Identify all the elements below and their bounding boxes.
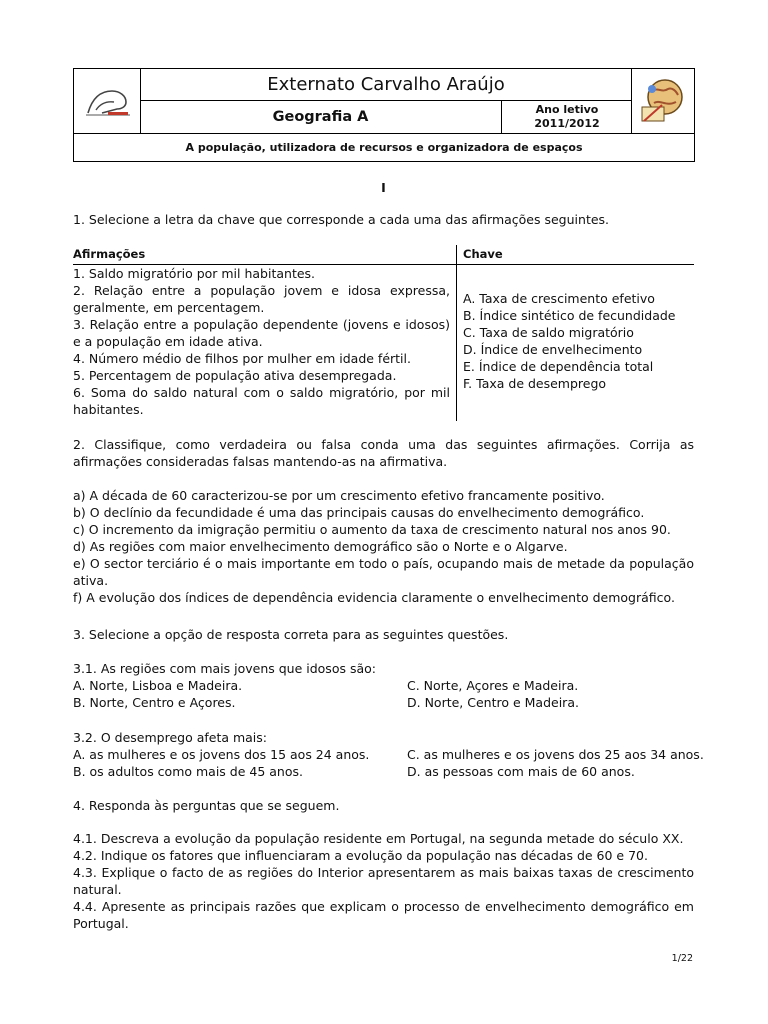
chave-list — [463, 290, 675, 392]
list-item: e) O sector terciário é o mais importante em todo o país, ocupando mais de metade da população ativa. — [73, 556, 694, 588]
q32-question: 3.2. O desemprego afeta mais: — [73, 730, 268, 745]
list-item: c) O incremento da imigração permitiu o aumento da taxa de crescimento natural nos anos 90. — [73, 522, 671, 537]
topic-title: A população, utilizadora de recursos e organizadora de espaços — [74, 133, 694, 161]
q31-option-a: A. Norte, Lisboa e Madeira. — [73, 678, 243, 693]
school-year-label: Ano letivo — [535, 102, 599, 116]
list-item: f) A evolução dos índices de dependência evidencia claramente o envelhecimento demográfico. — [73, 590, 675, 605]
q2-items — [73, 487, 694, 606]
q31-option-b: B. Norte, Centro e Açores. — [73, 695, 236, 710]
q1-prompt: 1. Selecione a letra da chave que corresponde a cada uma das afirmações seguintes. — [73, 212, 610, 227]
list-item: D. Índice de envelhecimento — [463, 342, 643, 357]
list-item: 4.1. Descreva a evolução da população residente em Portugal, na segunda metade do século XX. — [73, 831, 684, 846]
list-item: A. Taxa de crescimento efetivo — [463, 291, 655, 306]
section-number: I — [381, 180, 386, 195]
afirmacoes-list — [73, 265, 450, 418]
list-item: B. Índice sintético de fecundidade — [463, 308, 676, 323]
school-logo — [74, 69, 141, 133]
globe-clipart — [631, 69, 694, 133]
q4-prompt: 4. Responda às perguntas que se seguem. — [73, 798, 340, 813]
list-item: 4.4. Apresente as principais razões que explicam o processo de envelhecimento demográfico em Portugal. — [73, 899, 694, 931]
list-item: 1. Saldo migratório por mil habitantes. — [73, 266, 316, 281]
school-year — [502, 100, 632, 133]
q32-option-b: B. os adultos como mais de 45 anos. — [73, 764, 303, 779]
q32-option-d: D. as pessoas com mais de 60 anos. — [407, 764, 635, 779]
list-item: C. Taxa de saldo migratório — [463, 325, 634, 340]
list-item: a) A década de 60 caracterizou-se por um crescimento efetivo francamente positivo. — [73, 488, 605, 503]
col-chave: Chave — [463, 247, 503, 261]
school-year-value: 2011/2012 — [534, 116, 600, 130]
q2-prompt: 2. Classifique, como verdadeira ou falsa conda uma das seguintes afirmações. Corrija as afirmações consideradas falsas mantendo-as na afirmativa. — [73, 437, 694, 469]
matching-table — [73, 245, 694, 421]
list-item: E. Índice de dependência total — [463, 359, 654, 374]
q31-option-c: C. Norte, Açores e Madeira. — [407, 678, 579, 693]
document-header — [73, 68, 695, 162]
q3-prompt: 3. Selecione a opção de resposta correta para as seguintes questões. — [73, 627, 509, 642]
q32-option-c: C. as mulheres e os jovens dos 25 aos 34 anos. — [407, 747, 704, 762]
list-item: F. Taxa de desemprego — [463, 376, 607, 391]
list-item: 5. Percentagem de população ativa desempregada. — [73, 368, 397, 383]
q31-option-d: D. Norte, Centro e Madeira. — [407, 695, 579, 710]
q31-question: 3.1. As regiões com mais jovens que idosos são: — [73, 661, 376, 676]
list-item: 2. Relação entre a população jovem e idosa expressa, geralmente, em percentagem. — [73, 283, 450, 315]
list-item: 4.3. Explique o facto de as regiões do Interior apresentarem as mais baixas taxas de crescimento natural. — [73, 865, 694, 897]
table-header — [73, 245, 694, 265]
q4-items — [73, 830, 694, 932]
list-item: 6. Soma do saldo natural com o saldo migratório, por mil habitantes. — [73, 385, 450, 417]
school-name: Externato Carvalho Araújo — [140, 69, 632, 101]
list-item: d) As regiões com maior envelhecimento demográfico são o Norte e o Algarve. — [73, 539, 568, 554]
page-number: 1/22 — [671, 953, 693, 964]
subject-title: Geografia A — [140, 100, 502, 133]
list-item: b) O declínio da fecundidade é uma das principais causas do envelhecimento demográfico. — [73, 505, 645, 520]
q32-option-a: A. as mulheres e os jovens dos 15 aos 24 anos. — [73, 747, 370, 762]
list-item: 4. Número médio de filhos por mulher em idade fértil. — [73, 351, 411, 366]
list-item: 4.2. Indique os fatores que influenciaram a evolução da população nas décadas de 60 e 70. — [73, 848, 648, 863]
col-afirmacoes: Afirmações — [73, 247, 146, 261]
list-item: 3. Relação entre a população dependente (jovens e idosos) e a população em idade ativa. — [73, 317, 450, 349]
